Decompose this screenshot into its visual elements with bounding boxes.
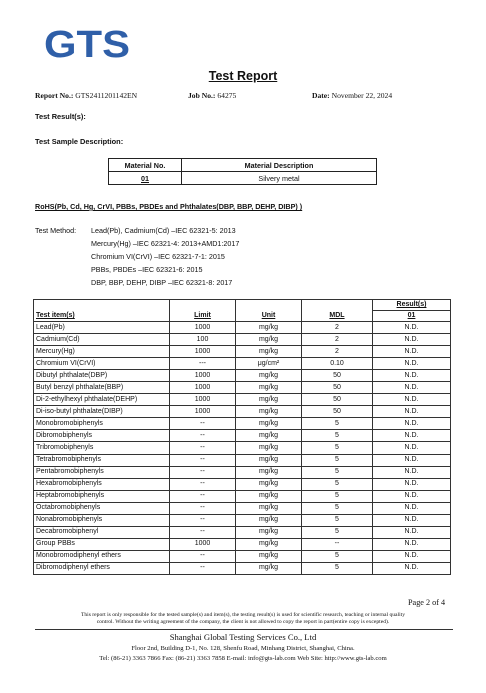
table-row: [34, 394, 451, 406]
sample-description-heading: Test Sample Description:: [35, 137, 124, 146]
cell-mdl: 50: [302, 394, 373, 406]
cell-test-item: Monobromobiphenyls: [34, 418, 170, 430]
cell-test-item: Monobromodiphenyl ethers: [34, 550, 170, 562]
rohs-heading: RoHS(Pb, Cd, Hg, CrVI, PBBs, PBDEs and Phthalates(DBP, BBP, DEHP, DIBP) ): [35, 202, 303, 211]
cell-unit: mg/kg: [236, 550, 302, 562]
material-desc-value: Silvery metal: [182, 172, 377, 185]
cell-limit: --: [170, 442, 236, 454]
cell-unit: mg/kg: [236, 514, 302, 526]
cell-limit: 1000: [170, 406, 236, 418]
disclaimer-line: This report is only responsible for the tested sample(s) and item(s), the testing result(s) is used for scientific research, teaching or internal quality: [80, 612, 406, 618]
report-no: Report No.: GTS2411201142EN: [35, 91, 138, 100]
cell-test-item: Nonabromobiphenyls: [34, 514, 170, 526]
cell-mdl: 5: [302, 514, 373, 526]
cell-limit: 1000: [170, 370, 236, 382]
test-method-line: Lead(Pb), Cadmium(Cd) –IEC 62321-5: 2013: [91, 226, 236, 235]
cell-unit: μg/cm²: [236, 358, 302, 370]
cell-mdl: 5: [302, 502, 373, 514]
logo-text: GTS: [44, 26, 130, 60]
cell-mdl: 50: [302, 382, 373, 394]
table-row: [34, 406, 451, 418]
cell-result: N.D.: [373, 418, 451, 430]
test-method-line: DBP, BBP, DEHP, DIBP –IEC 62321-8: 2017: [91, 278, 233, 287]
cell-unit: mg/kg: [236, 478, 302, 490]
cell-result: N.D.: [373, 490, 451, 502]
cell-unit: mg/kg: [236, 370, 302, 382]
cell-mdl: 5: [302, 478, 373, 490]
table-row: [34, 514, 451, 526]
material-no-value: 01: [109, 172, 182, 185]
cell-unit: mg/kg: [236, 382, 302, 394]
table-row: [34, 490, 451, 502]
cell-mdl: 5: [302, 418, 373, 430]
cell-result: N.D.: [373, 334, 451, 346]
cell-test-item: Dibutyl phthalate(DBP): [34, 370, 170, 382]
table-row: [34, 334, 451, 346]
cell-limit: 100: [170, 334, 236, 346]
cell-mdl: 5: [302, 550, 373, 562]
cell-unit: mg/kg: [236, 490, 302, 502]
cell-test-item: Hexabromobiphenyls: [34, 478, 170, 490]
material-table: [108, 158, 377, 185]
cell-result: N.D.: [373, 346, 451, 358]
cell-result: N.D.: [373, 430, 451, 442]
header-sample-no: 01: [373, 311, 451, 322]
cell-unit: mg/kg: [236, 526, 302, 538]
cell-limit: --: [170, 490, 236, 502]
cell-limit: 1000: [170, 346, 236, 358]
report-date: Date: November 22, 2024: [312, 91, 393, 100]
table-row: [34, 454, 451, 466]
table-row: [34, 322, 451, 334]
table-row: [34, 526, 451, 538]
cell-result: N.D.: [373, 502, 451, 514]
cell-test-item: Cadmium(Cd): [34, 334, 170, 346]
cell-test-item: Chromium VI(CrVI): [34, 358, 170, 370]
cell-unit: mg/kg: [236, 538, 302, 550]
company-contact: Tel: (86-21) 3363 7866 Fax: (86-21) 3363 7858 E-mail: info@gts-lab.com Web Site: http://www.gts-lab.com: [99, 655, 387, 662]
table-row: [34, 562, 451, 574]
cell-mdl: 5: [302, 466, 373, 478]
table-row: [34, 430, 451, 442]
table-row: [34, 466, 451, 478]
test-method-line: Mercury(Hg) –IEC 62321-4: 2013+AMD1:2017: [91, 239, 240, 248]
cell-unit: mg/kg: [236, 454, 302, 466]
cell-unit: mg/kg: [236, 418, 302, 430]
table-row: [34, 478, 451, 490]
cell-unit: mg/kg: [236, 346, 302, 358]
cell-result: N.D.: [373, 394, 451, 406]
cell-mdl: 5: [302, 562, 373, 574]
cell-test-item: Butyl benzyl phthalate(BBP): [34, 382, 170, 394]
cell-limit: 1000: [170, 322, 236, 334]
disclaimer-line: control. Without the writing agreement of the company, the client is not allowed to copy the report in part(entire copy is excepted).: [96, 619, 390, 625]
test-results-heading: Test Result(s):: [35, 112, 86, 121]
company-name: Shanghai Global Testing Services Co., Ltd: [169, 632, 317, 642]
company-address: Floor 2nd, Building D-1, No. 128, Shenfu Road, Minhang District, Shanghai, China.: [131, 645, 355, 652]
table-row: [34, 502, 451, 514]
cell-test-item: Mercury(Hg): [34, 346, 170, 358]
cell-test-item: Lead(Pb): [34, 322, 170, 334]
cell-result: N.D.: [373, 370, 451, 382]
test-method-line: Chromium VI(CrVI) –IEC 62321-7-1: 2015: [91, 252, 225, 261]
cell-result: N.D.: [373, 478, 451, 490]
cell-result: N.D.: [373, 550, 451, 562]
footer-divider: [35, 629, 453, 630]
cell-result: N.D.: [373, 442, 451, 454]
cell-mdl: 5: [302, 454, 373, 466]
cell-mdl: 5: [302, 526, 373, 538]
cell-limit: ---: [170, 358, 236, 370]
cell-limit: 1000: [170, 394, 236, 406]
material-no-header: Material No.: [109, 159, 182, 172]
cell-result: N.D.: [373, 322, 451, 334]
cell-test-item: Dibromodiphenyl ethers: [34, 562, 170, 574]
cell-test-item: Group PBBs: [34, 538, 170, 550]
material-desc-header: Material Description: [182, 159, 377, 172]
results-table: [33, 299, 451, 575]
table-row: [34, 442, 451, 454]
cell-mdl: 5: [302, 442, 373, 454]
header-test-item: Test item(s): [34, 300, 170, 322]
cell-unit: mg/kg: [236, 334, 302, 346]
cell-result: N.D.: [373, 406, 451, 418]
cell-mdl: --: [302, 538, 373, 550]
cell-unit: mg/kg: [236, 442, 302, 454]
cell-limit: --: [170, 430, 236, 442]
header-unit: Unit: [236, 300, 302, 322]
cell-limit: --: [170, 502, 236, 514]
cell-result: N.D.: [373, 466, 451, 478]
test-method-label: Test Method:: [35, 226, 77, 235]
cell-limit: --: [170, 526, 236, 538]
cell-test-item: Heptabromobiphenyls: [34, 490, 170, 502]
cell-limit: --: [170, 562, 236, 574]
table-row: [34, 538, 451, 550]
cell-limit: --: [170, 454, 236, 466]
cell-limit: 1000: [170, 382, 236, 394]
cell-test-item: Pentabromobiphenyls: [34, 466, 170, 478]
cell-mdl: 5: [302, 430, 373, 442]
cell-unit: mg/kg: [236, 562, 302, 574]
cell-mdl: 50: [302, 406, 373, 418]
cell-limit: 1000: [170, 538, 236, 550]
table-row: [34, 346, 451, 358]
page-title: Test Report: [208, 69, 278, 83]
cell-mdl: 5: [302, 490, 373, 502]
cell-mdl: 2: [302, 322, 373, 334]
cell-test-item: Tetrabromobiphenyls: [34, 454, 170, 466]
cell-unit: mg/kg: [236, 466, 302, 478]
cell-limit: --: [170, 550, 236, 562]
job-no: Job No.: 64275: [188, 91, 237, 100]
cell-limit: --: [170, 514, 236, 526]
cell-result: N.D.: [373, 358, 451, 370]
cell-result: N.D.: [373, 382, 451, 394]
cell-unit: mg/kg: [236, 322, 302, 334]
cell-test-item: Di-2-ethylhexyl phthalate(DEHP): [34, 394, 170, 406]
header-limit: Limit: [170, 300, 236, 322]
cell-result: N.D.: [373, 526, 451, 538]
cell-mdl: 2: [302, 334, 373, 346]
table-row: [34, 370, 451, 382]
cell-limit: --: [170, 478, 236, 490]
gts-logo: [44, 26, 130, 60]
header-mdl: MDL: [302, 300, 373, 322]
cell-unit: mg/kg: [236, 406, 302, 418]
cell-result: N.D.: [373, 514, 451, 526]
cell-test-item: Di-iso-butyl phthalate(DIBP): [34, 406, 170, 418]
cell-mdl: 2: [302, 346, 373, 358]
cell-test-item: Tribromobiphenyls: [34, 442, 170, 454]
cell-test-item: Octabromobiphenyls: [34, 502, 170, 514]
table-row: [34, 382, 451, 394]
cell-unit: mg/kg: [236, 394, 302, 406]
table-row: [34, 358, 451, 370]
cell-unit: mg/kg: [236, 502, 302, 514]
cell-mdl: 0.10: [302, 358, 373, 370]
page-indicator: Page 2 of 4: [408, 598, 446, 607]
table-row: [34, 418, 451, 430]
table-row: [34, 550, 451, 562]
cell-result: N.D.: [373, 454, 451, 466]
cell-unit: mg/kg: [236, 430, 302, 442]
cell-test-item: Decabromobiphenyl: [34, 526, 170, 538]
cell-limit: --: [170, 418, 236, 430]
header-results: Result(s): [373, 300, 451, 311]
test-method-line: PBBs, PBDEs –IEC 62321-6: 2015: [91, 265, 203, 274]
cell-test-item: Dibromobiphenyls: [34, 430, 170, 442]
cell-result: N.D.: [373, 562, 451, 574]
cell-limit: --: [170, 466, 236, 478]
cell-mdl: 50: [302, 370, 373, 382]
cell-result: N.D.: [373, 538, 451, 550]
